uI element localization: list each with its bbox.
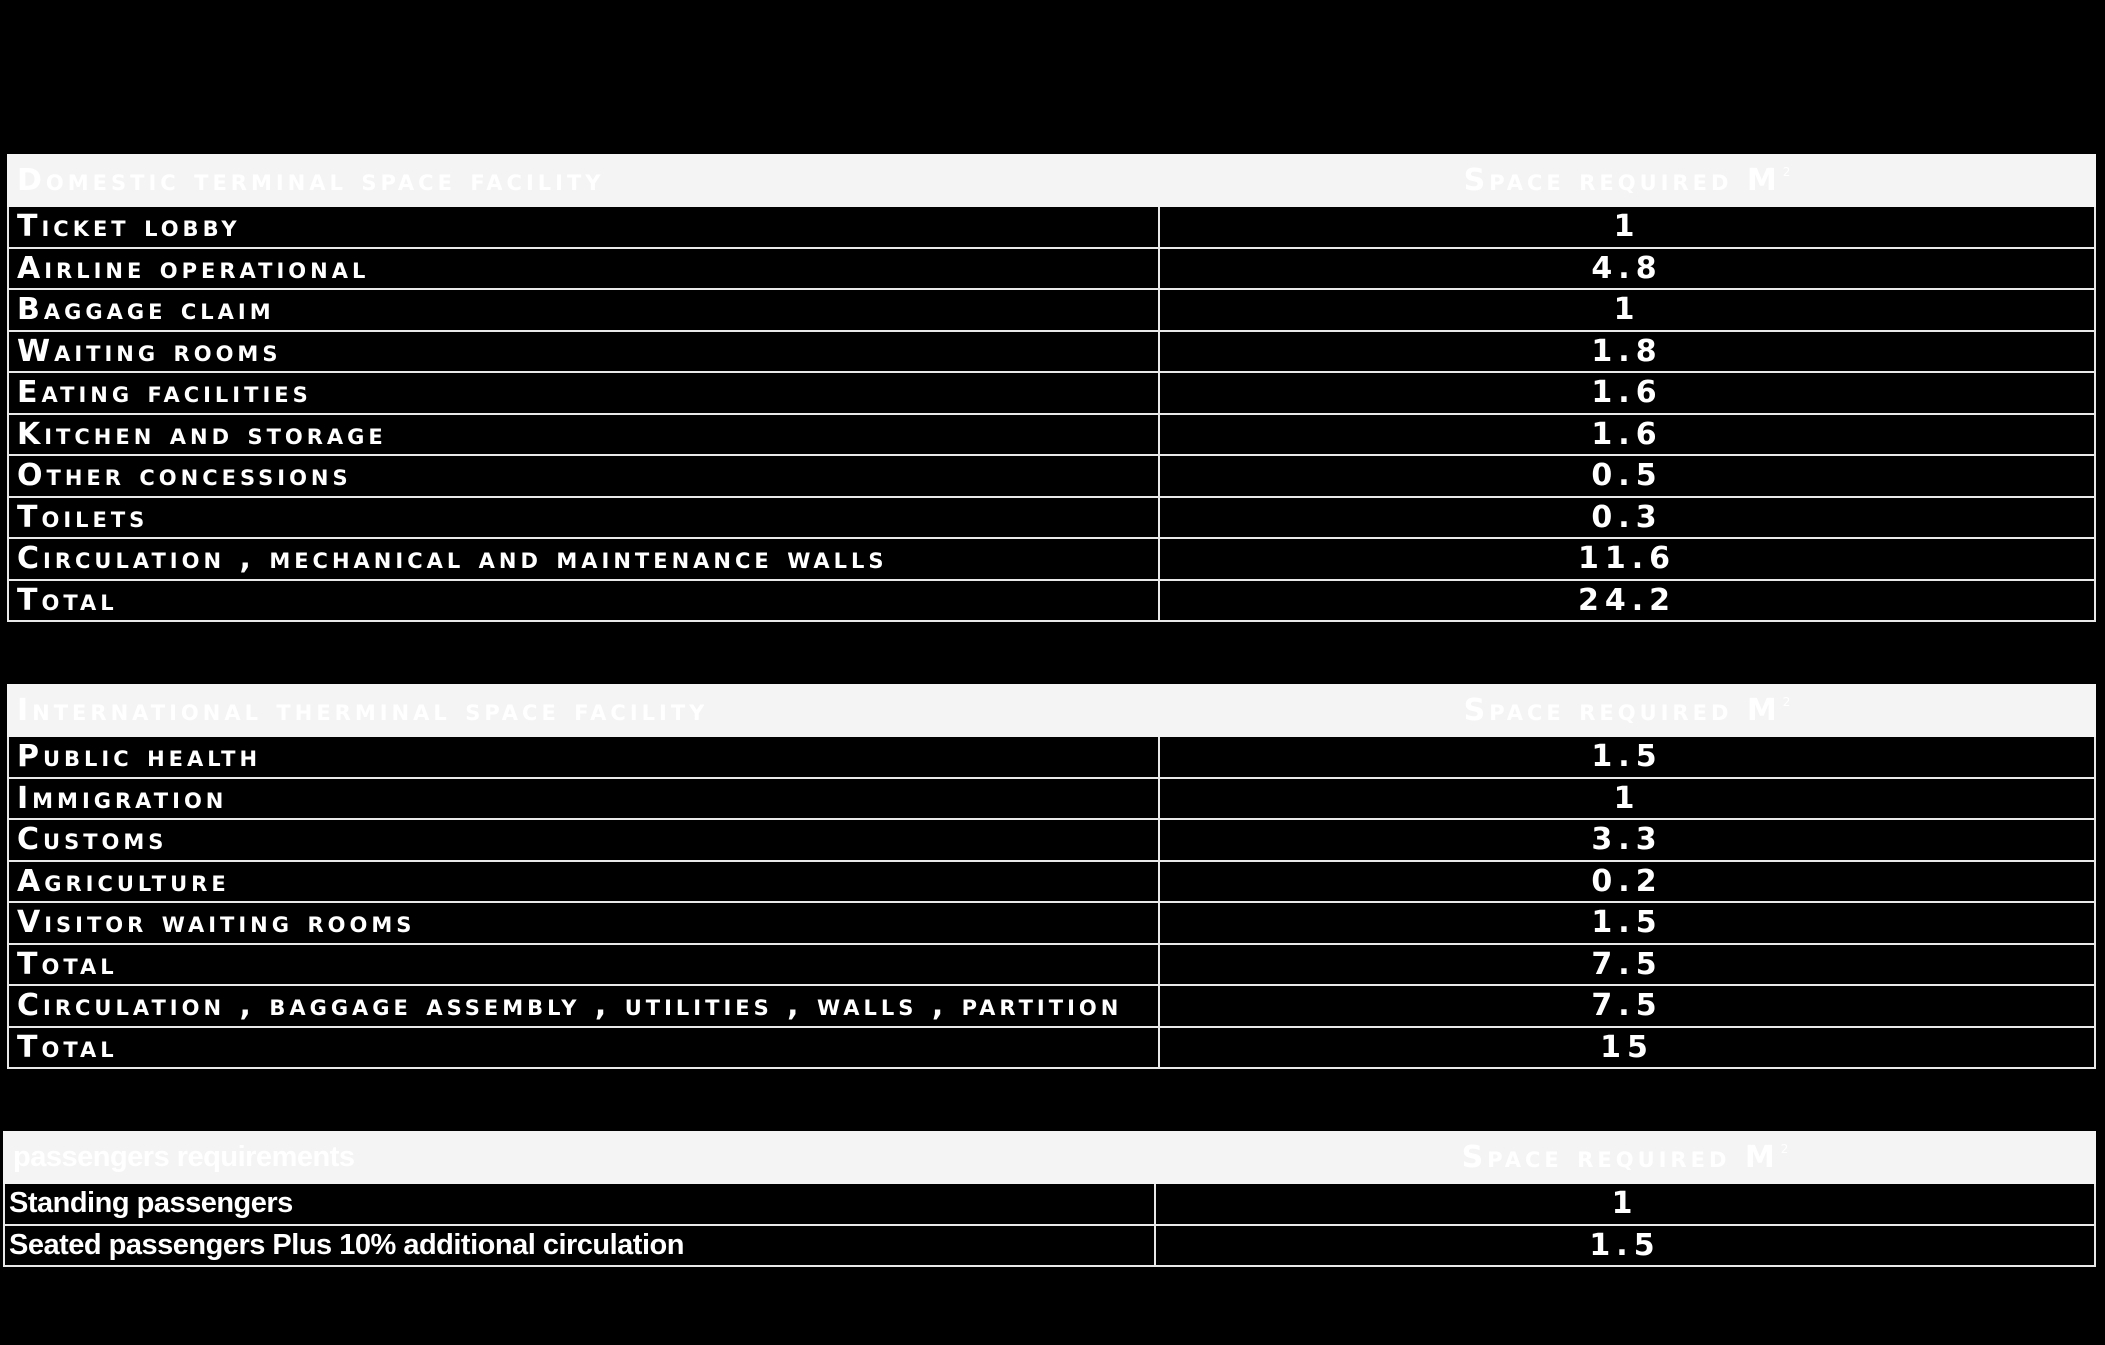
facility-label: Baggage claim	[17, 292, 275, 328]
space-value: 0.2	[1591, 863, 1663, 899]
space-value: Space required M	[1463, 693, 1781, 728]
facility-cell	[8, 819, 1159, 861]
superscript: 2	[1782, 164, 1791, 179]
facility-cell	[8, 580, 1159, 622]
facility-label: Agriculture	[17, 863, 230, 899]
facility-cell	[8, 497, 1159, 539]
facility-cell	[8, 902, 1159, 944]
table-row	[8, 331, 2095, 373]
facility-cell	[8, 372, 1159, 414]
space-cell	[1159, 414, 2095, 456]
facility-label: Standing passengers	[9, 1187, 293, 1220]
table-row	[8, 902, 2095, 944]
space-cell	[1159, 289, 2095, 331]
space-value: 1	[1613, 780, 1641, 816]
space-cell	[1159, 944, 2095, 986]
table-row	[8, 455, 2095, 497]
space-value: Space required M	[1463, 163, 1781, 198]
space-cell	[1159, 778, 2095, 820]
space-cell	[1159, 861, 2095, 903]
space-value: 1.8	[1591, 333, 1663, 369]
facility-label: Waiting rooms	[17, 333, 282, 369]
table-row	[4, 1225, 2095, 1267]
space-value: 1.5	[1591, 905, 1663, 941]
space-value: 3.3	[1591, 822, 1663, 858]
facility-cell	[4, 1183, 1155, 1225]
facility-cell	[8, 414, 1159, 456]
facility-label: Domestic terminal space facility	[17, 163, 605, 198]
facility-cell	[8, 331, 1159, 373]
space-cell	[1159, 580, 2095, 622]
facility-label: Ticket lobby	[17, 209, 241, 245]
table-header-row	[8, 685, 2095, 736]
space-cell	[1155, 1225, 2095, 1267]
space-value: 1.6	[1591, 416, 1663, 452]
space-cell	[1159, 455, 2095, 497]
space-column-header	[1155, 1132, 2095, 1183]
table-row	[8, 736, 2095, 778]
facility-label: passengers requirements	[13, 1141, 355, 1173]
facility-label: Customs	[17, 822, 168, 858]
facility-cell	[8, 778, 1159, 820]
space-cell	[1159, 206, 2095, 248]
space-value: 4.8	[1591, 250, 1663, 286]
table-row	[8, 206, 2095, 248]
facility-cell	[8, 944, 1159, 986]
superscript: 2	[1780, 1141, 1789, 1156]
facility-cell	[8, 538, 1159, 580]
table-row	[4, 1183, 2095, 1225]
international-space-table	[7, 684, 2096, 1069]
space-cell	[1159, 985, 2095, 1027]
facility-column-header	[8, 155, 1159, 206]
table-header-row	[8, 155, 2095, 206]
facility-cell	[4, 1225, 1155, 1267]
facility-cell	[8, 455, 1159, 497]
facility-cell	[8, 289, 1159, 331]
space-value: 15	[1600, 1029, 1654, 1065]
space-value: 0.3	[1591, 499, 1663, 535]
passenger-space-table	[3, 1131, 2096, 1267]
facility-cell	[8, 248, 1159, 290]
facility-cell	[8, 736, 1159, 778]
facility-column-header	[4, 1132, 1155, 1183]
facility-column-header	[8, 685, 1159, 736]
table-row	[8, 861, 2095, 903]
space-cell	[1159, 331, 2095, 373]
table-row	[8, 414, 2095, 456]
facility-cell	[8, 985, 1159, 1027]
facility-label: Total	[17, 1029, 118, 1065]
facility-label: Total	[17, 582, 118, 618]
facility-cell	[8, 206, 1159, 248]
space-cell	[1159, 902, 2095, 944]
space-value: 7.5	[1591, 946, 1663, 982]
space-column-header	[1159, 685, 2095, 736]
facility-label: Airline operational	[17, 250, 370, 286]
facility-label: Seated passengers Plus 10% additional circulation	[9, 1228, 684, 1261]
facility-label: Total	[17, 946, 118, 982]
space-cell	[1159, 372, 2095, 414]
space-value: 7.5	[1591, 988, 1663, 1024]
table-row	[8, 497, 2095, 539]
space-value: 24.2	[1577, 582, 1677, 618]
table-header-row	[4, 1132, 2095, 1183]
superscript: 2	[1782, 694, 1791, 709]
table-row-total	[8, 944, 2095, 986]
space-value: 1	[1613, 292, 1641, 328]
space-cell	[1159, 819, 2095, 861]
space-column-header	[1159, 155, 2095, 206]
facility-label: International therminal space facility	[17, 693, 709, 728]
facility-label: Kitchen and storage	[17, 416, 387, 452]
facility-label: Visitor waiting rooms	[17, 905, 416, 941]
facility-label: Circulation , mechanical and maintenance walls	[17, 541, 888, 577]
space-cell	[1159, 538, 2095, 580]
space-value: 1.5	[1589, 1227, 1661, 1263]
space-cell	[1159, 736, 2095, 778]
facility-cell	[8, 1027, 1159, 1069]
facility-label: Circulation , baggage assembly , utilities , walls , partition	[17, 988, 1123, 1024]
space-value: 1.6	[1591, 375, 1663, 411]
facility-label: Other concessions	[17, 458, 352, 494]
space-cell	[1159, 248, 2095, 290]
table-row-total	[8, 580, 2095, 622]
table-row	[8, 372, 2095, 414]
space-value: 1	[1611, 1186, 1639, 1222]
facility-cell	[8, 861, 1159, 903]
space-value: 1.5	[1591, 739, 1663, 775]
table-row	[8, 538, 2095, 580]
table-row-total	[8, 1027, 2095, 1069]
table-row	[8, 289, 2095, 331]
table-row	[8, 819, 2095, 861]
space-value: 0.5	[1591, 458, 1663, 494]
facility-label: Toilets	[17, 499, 149, 535]
facility-label: Immigration	[17, 780, 228, 816]
table-row	[8, 985, 2095, 1027]
space-cell	[1159, 1027, 2095, 1069]
space-cell	[1155, 1183, 2095, 1225]
space-value: 11.6	[1577, 541, 1677, 577]
table-row	[8, 778, 2095, 820]
domestic-space-table	[7, 154, 2096, 622]
space-cell	[1159, 497, 2095, 539]
facility-label: Eating facilities	[17, 375, 312, 411]
facility-label: Public health	[17, 739, 262, 775]
space-value: Space required M	[1461, 1140, 1779, 1175]
space-value: 1	[1613, 209, 1641, 245]
table-row	[8, 248, 2095, 290]
